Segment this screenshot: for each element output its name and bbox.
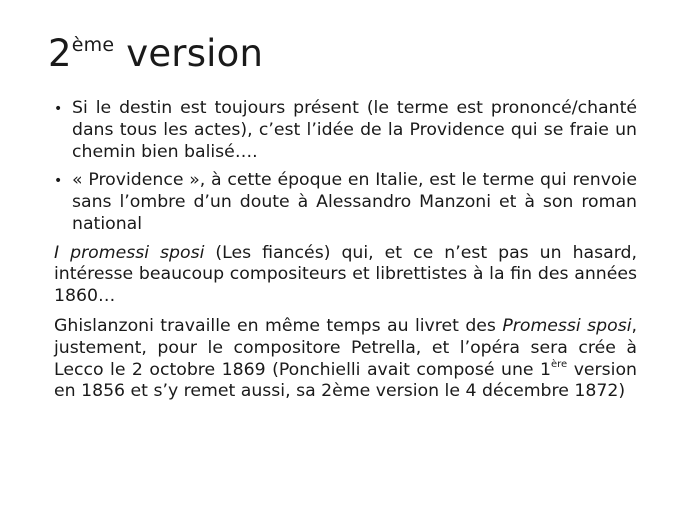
paragraph-text: Ghislanzoni travaille en même temps au livret des <box>54 316 503 337</box>
ordinal-superscript: ère <box>551 358 568 370</box>
title-number: 2 <box>48 32 72 75</box>
bullet-item <box>54 98 637 163</box>
paragraph-promessi-sposi <box>54 243 637 308</box>
paragraph-text: , justement, pour le compositore Petrella, et l’opéra sera crée à Lecco le 2 octobre 1869 (Ponchielli avait composé une 1 <box>54 316 637 380</box>
bullet-dot-icon: • <box>54 173 63 190</box>
paragraph-text: (Les fiancés) qui, et ce n’est pas un hasard, intéresse beaucoup compositeurs et librettistes à la fin des années 1860… <box>54 242 638 307</box>
bullet-text: « Providence », à cette époque en Italie, est le terme qui renvoie sans l’ombre d’un doute à Alessandro Manzoni et à son roman national <box>72 170 637 234</box>
paragraph-text: version en 1856 et s’y remet aussi, sa 2ème version le 4 décembre 1872) <box>54 359 637 402</box>
slide-content <box>54 98 637 411</box>
slide-title <box>48 34 263 75</box>
paragraph-ghislanzoni <box>54 316 637 403</box>
bullet-item <box>54 170 637 235</box>
italic-title: Promessi sposi <box>502 316 632 337</box>
title-word: version <box>126 32 264 75</box>
bullet-dot-icon: • <box>54 101 63 117</box>
title-superscript: ème <box>71 34 115 56</box>
bullet-text: Si le destin est toujours présent (le terme est prononcé/chanté dans tous les actes), c’est l’idée de la Providence qui se fraie un chemin bien balisé…. <box>72 98 637 162</box>
italic-title: I promessi sposi <box>54 242 205 263</box>
